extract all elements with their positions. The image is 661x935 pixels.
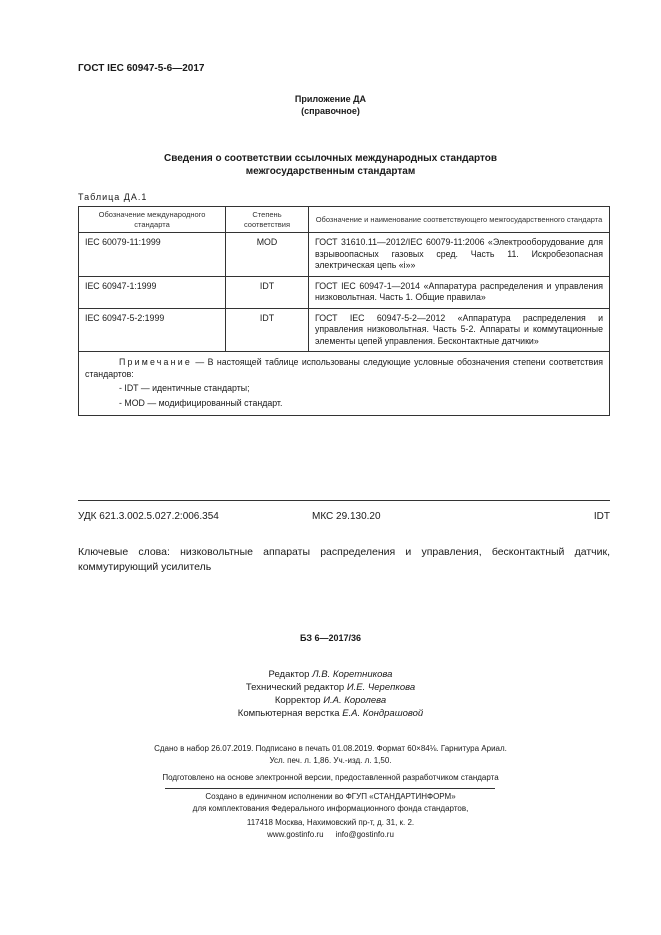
table-row xyxy=(79,233,610,277)
cell-degree: MOD xyxy=(226,233,309,277)
note-label: Примечание xyxy=(119,357,192,367)
credit-line xyxy=(0,694,661,707)
table-row xyxy=(79,308,610,352)
cell-degree: IDT xyxy=(226,308,309,352)
cell-international-standard: IEC 60947-1:1999 xyxy=(79,276,226,308)
cell-interstate-standard: ГОСТ IEC 60947-5-2—2012 «Аппаратура распределения и управления низковольтная. Часть 5-2. Аппараты и коммутационные элементы цепей управления. Бесконтактные датчики» xyxy=(309,308,610,352)
publisher-block xyxy=(0,791,661,814)
cell-international-standard: IEC 60947-5-2:1999 xyxy=(79,308,226,352)
section-divider xyxy=(78,500,610,501)
classification-degree: IDT xyxy=(593,511,610,522)
credit-person: Е.А. Кондрашовой xyxy=(342,708,424,719)
print-info xyxy=(0,743,661,767)
prepared-note: Подготовлено на основе электронной версии, предоставленной разработчиком стандарта xyxy=(162,773,499,782)
cell-interstate-standard: ГОСТ 31610.11—2012/IEC 60079-11:2006 «Электрооборудование для взрывоопасных газовых сред. Часть 11. Искробезопасная электрическая цепь «i»» xyxy=(309,233,610,277)
table-heading xyxy=(0,152,661,178)
table-label: Таблица ДА.1 xyxy=(78,192,148,202)
credit-person: И.А. Королева xyxy=(323,695,387,706)
cell-degree: IDT xyxy=(226,276,309,308)
publisher-address: 117418 Москва, Нахимовский пр-т, д. 31, к. 2. xyxy=(246,818,415,827)
cell-interstate-standard: ГОСТ IEC 60947-1—2014 «Аппаратура распределения и управления низковольтная. Часть 1. Общие правила» xyxy=(309,276,610,308)
table-row xyxy=(79,276,610,308)
column-header-international: Обозначение международного стандарта xyxy=(79,207,226,233)
credit-role: Редактор xyxy=(268,669,310,680)
footer-divider xyxy=(165,788,495,789)
cell-international-standard: IEC 60079-11:1999 xyxy=(79,233,226,277)
credit-role: Корректор xyxy=(274,695,321,706)
column-header-interstate: Обозначение и наименование соответствующего межгосударственного стандарта xyxy=(309,207,610,233)
print-info-line-1: Сдано в набор 26.07.2019. Подписано в печать 01.08.2019. Формат 60×84⅛. Гарнитура Ариал. xyxy=(154,744,507,753)
credit-role: Компьютерная верстка xyxy=(237,708,340,719)
table-heading-line-1: Сведения о соответствии ссылочных международных стандартов xyxy=(163,153,498,164)
column-header-degree: Степень соответствия xyxy=(226,207,309,233)
email-link[interactable]: info@gostinfo.ru xyxy=(335,829,394,839)
keywords: Ключевые слова: низковольтные аппараты распределения и управления, бесконтактный датчик, коммутирующий усилитель xyxy=(78,546,610,573)
document-header: ГОСТ IEC 60947-5-6—2017 xyxy=(78,63,205,74)
credit-role: Технический редактор xyxy=(245,682,345,693)
table-heading-line-2: межгосударственным стандартам xyxy=(245,166,416,177)
print-info-line-2: Усл. печ. л. 1,86. Уч.-изд. л. 1,50. xyxy=(269,756,392,765)
publisher-line-1: Создано в единичном исполнении во ФГУП «СТАНДАРТИНФОРМ» xyxy=(205,792,456,801)
note-item-idt: - IDT — идентичные стандарты; xyxy=(119,383,250,393)
credit-person: И.Е. Черепкова xyxy=(346,682,416,693)
credits-block xyxy=(0,668,661,720)
credit-line xyxy=(0,668,661,681)
credit-line xyxy=(0,681,661,694)
credit-line xyxy=(0,707,661,720)
website-link[interactable]: www.gostinfo.ru xyxy=(267,829,324,839)
annex-heading xyxy=(0,93,661,117)
table-header-row xyxy=(79,207,610,233)
annex-title: Приложение ДА xyxy=(294,94,367,104)
table-note-row xyxy=(79,352,610,416)
address-block xyxy=(0,817,661,840)
udc-code: УДК 621.3.002.5.027.2:006.354 xyxy=(78,511,219,522)
credit-person: Л.В. Коретникова xyxy=(312,669,393,680)
table-note xyxy=(79,352,610,416)
contact-line xyxy=(0,829,661,841)
publisher-line-2: для комплектования Федерального информационного фонда стандартов, xyxy=(192,803,469,813)
note-item-mod: - MOD — модифицированный стандарт. xyxy=(119,397,283,408)
standards-table xyxy=(78,206,610,416)
bz-number: БЗ 6—2017/36 xyxy=(299,633,362,643)
mks-code: МКС 29.130.20 xyxy=(312,511,381,522)
note-text: — В настоящей таблице использованы следующие условные обозначения степени соответствия стандартов: xyxy=(85,357,603,379)
annex-subtitle: (справочное) xyxy=(301,106,360,116)
